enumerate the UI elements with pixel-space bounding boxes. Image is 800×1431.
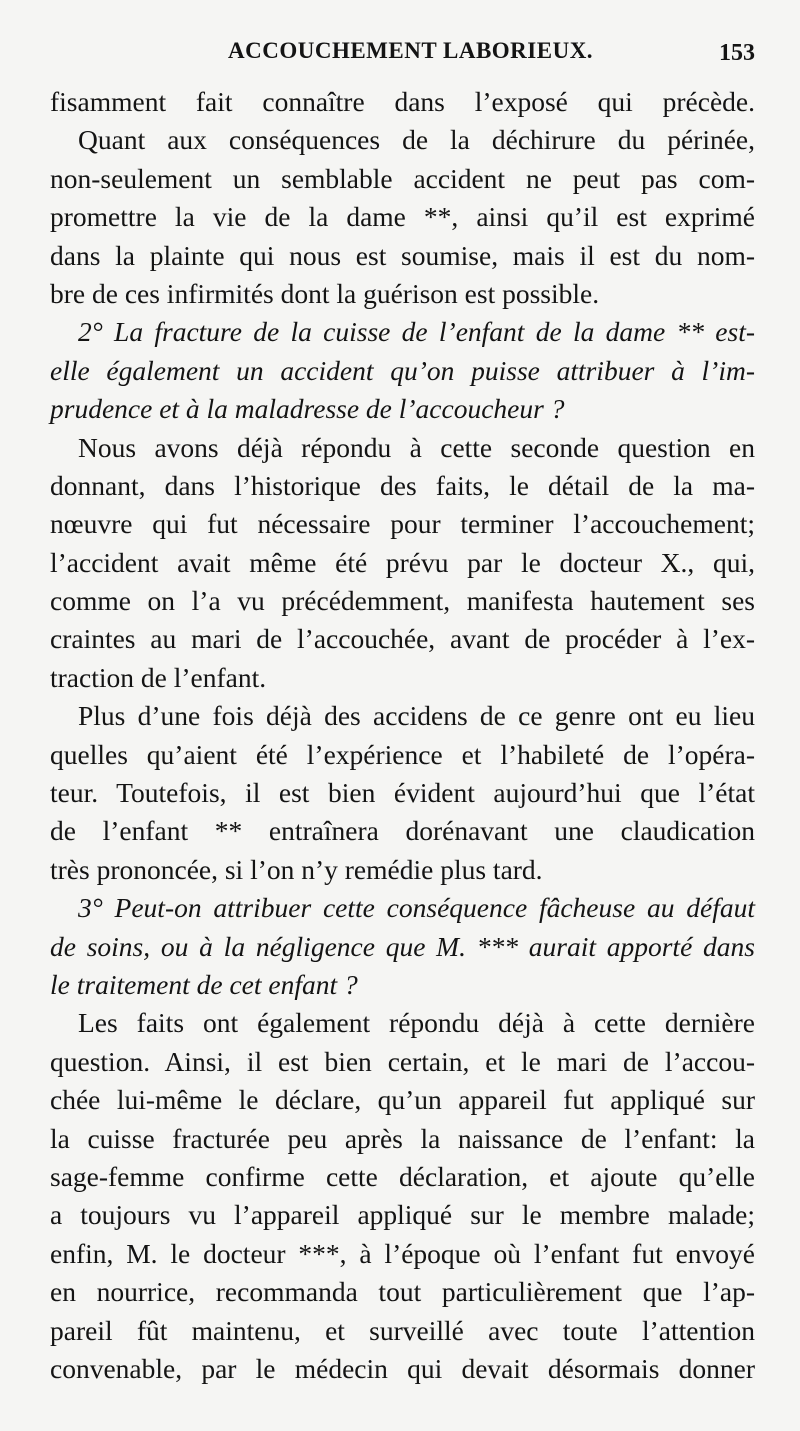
text-line: question. Ainsi, il est bien certain, et le mari de l’accou- [50, 1045, 755, 1077]
text-line: teur. Toutefois, il est bien évident aujourd’hui que l’état [50, 777, 755, 809]
text-line: promettre la vie de la dame **, ainsi qu’il est exprimé [50, 201, 755, 233]
text-line: quelles qu’aient été l’expérience et l’habileté de l’opéra- [50, 738, 755, 770]
text-line: donnant, dans l’historique des faits, le détail de la ma- [50, 469, 755, 501]
running-head: ACCOUCHEMENT LABORIEUX. [228, 38, 594, 63]
text-line: convenable, par le médecin qui devait désormais donner [50, 1352, 755, 1384]
text-line: nœuvre qui fut nécessaire pour terminer l’accouchement; [50, 508, 755, 540]
text-line: Nous avons déjà répondu à cette seconde question en [78, 431, 755, 463]
text-line: sage-femme confirme cette déclaration, et ajoute qu’elle [50, 1160, 755, 1192]
text-line: non-seulement un semblable accident ne peut pas com- [50, 162, 755, 194]
text-line: a toujours vu l’appareil appliqué sur le membre malade; [50, 1199, 755, 1231]
question-line: le traitement de cet enfant ? [50, 968, 358, 1000]
question-line: 3° Peut-on attribuer cette conséquence fâcheuse au défaut [78, 892, 755, 924]
question-line: 2° La fracture de la cuisse de l’enfant de la dame ** est- [78, 316, 755, 348]
text-line: dans la plainte qui nous est soumise, mais il est du nom- [50, 239, 755, 271]
text-line: traction de l’enfant. [50, 661, 267, 693]
page-header [50, 38, 755, 78]
text-line: bre de ces infirmités dont la guérison est possible. [50, 277, 600, 309]
text-line: l’accident avait même été prévu par le docteur X., qui, [50, 546, 755, 578]
question-line: prudence et à la maladresse de l’accoucheur ? [50, 393, 565, 425]
text-line: de l’enfant ** entraînera dorénavant une claudication [50, 815, 755, 847]
text-line: en nourrice, recommanda tout particulièrement que l’ap- [50, 1276, 755, 1308]
page-number: 153 [719, 40, 755, 66]
text-line: la cuisse fracturée peu après la naissance de l’enfant: la [50, 1122, 755, 1154]
text-line: très prononcée, si l’on n’y remédie plus tard. [50, 853, 543, 885]
text-line: Les faits ont également répondu déjà à cette dernière [78, 1007, 755, 1039]
text-line: fisamment fait connaître dans l’exposé qui précède. [50, 86, 755, 117]
question-line: elle également un accident qu’on puisse attribuer à l’im- [50, 354, 755, 386]
text-line: pareil fût maintenu, et surveillé avec toute l’attention [50, 1314, 755, 1346]
text-line: craintes au mari de l’accouchée, avant de procéder à l’ex- [50, 623, 755, 655]
body-text [50, 83, 755, 1388]
text-line: chée lui-même le déclare, qu’un appareil fut appliqué sur [50, 1084, 755, 1116]
question-line: de soins, ou à la négligence que M. *** aurait apporté dans [50, 930, 755, 962]
text-line: Quant aux conséquences de la déchirure du périnée, [78, 124, 755, 156]
text-line: Plus d’une fois déjà des accidens de ce genre ont eu lieu [78, 700, 755, 732]
text-line: comme on l’a vu précédemment, manifesta hautement ses [50, 585, 755, 617]
text-line: enfin, M. le docteur ***, à l’époque où l’enfant fut envoyé [50, 1237, 755, 1269]
